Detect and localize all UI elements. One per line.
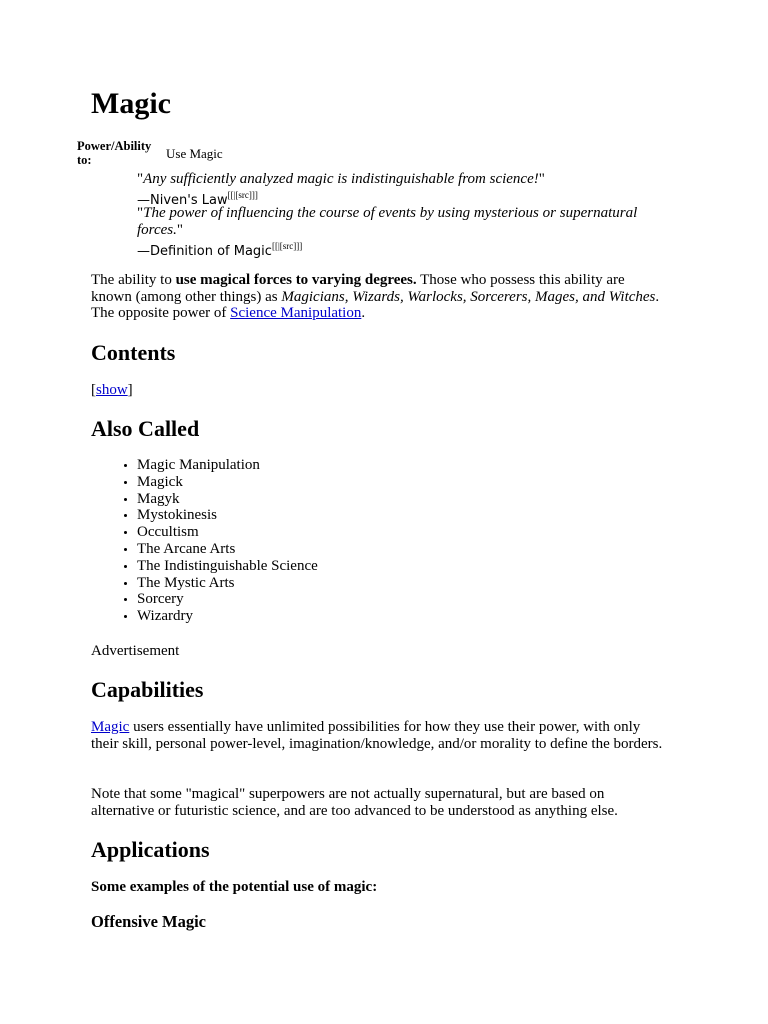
power-ability-label: Power/Ability to:: [77, 139, 152, 167]
contents-toggle: [show]: [91, 382, 133, 398]
src-reference[interactable]: [[|[src]]]: [271, 241, 303, 251]
science-manipulation-link[interactable]: Science Manipulation: [230, 305, 362, 321]
list-item: • The Arcane Arts: [137, 541, 318, 558]
list-item: • Magic Manipulation: [137, 457, 318, 474]
list-item: • Magyk: [137, 491, 318, 508]
quote-attribution-definition: —Definition of Magic[[|[src]]]: [137, 241, 303, 259]
advertisement-label: Advertisement: [91, 643, 180, 659]
applications-subtitle: Some examples of the potential use of magic:: [91, 879, 378, 895]
list-item: • The Indistinguishable Science: [137, 558, 318, 575]
src-reference[interactable]: [[|[src]]]: [227, 190, 258, 200]
offensive-magic-heading: Offensive Magic: [91, 912, 207, 931]
show-link[interactable]: show: [96, 382, 128, 398]
applications-heading: Applications: [91, 837, 210, 862]
also-called-heading: Also Called: [91, 416, 200, 441]
quote-attribution-niven: —Niven's Law[[|[src]]]: [137, 190, 258, 208]
page-title: Magic: [91, 87, 171, 120]
quote-definition: "The power of influencing the course of events by using mysterious or supernatural forces.": [137, 205, 638, 238]
magic-link[interactable]: Magic: [91, 719, 130, 735]
capabilities-heading: Capabilities: [91, 677, 204, 702]
list-item: • Wizardry: [137, 608, 318, 625]
also-called-list: [91, 457, 318, 625]
list-item: • The Mystic Arts: [137, 575, 318, 592]
list-item: • Magick: [137, 474, 318, 491]
intro-paragraph: The ability to use magical forces to varying degrees. Those who possess this ability are known (among other things) as Magicians, Wizards, Warlocks, Sorcerers, Mages, and Witches. The opposite power of Science Manipulation.: [91, 272, 660, 321]
capabilities-paragraph: Magic users essentially have unlimited possibilities for how they use their power, with only their skill, personal power-level, imagination/knowledge, and/or morality to define the borders.: [91, 719, 663, 752]
capabilities-note: Note that some "magical" superpowers are not actually supernatural, but are based on alternative or futuristic science, and are too advanced to be understood as anything else.: [91, 786, 618, 819]
contents-heading: Contents: [91, 340, 176, 365]
power-ability-value: Use Magic: [166, 146, 223, 161]
quote-niven: "Any sufficiently analyzed magic is indistinguishable from science!": [137, 171, 545, 187]
list-item: • Mystokinesis: [137, 507, 318, 524]
list-item: • Occultism: [137, 524, 318, 541]
list-item: • Sorcery: [137, 591, 318, 608]
